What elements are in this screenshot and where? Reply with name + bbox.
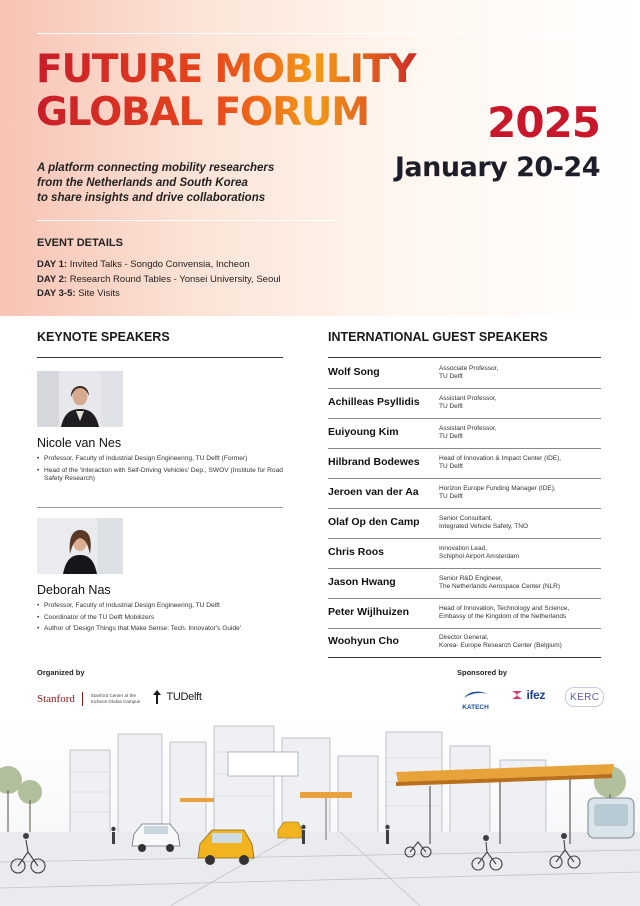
ifez-wordmark: ifez bbox=[526, 687, 546, 702]
guest-row bbox=[328, 568, 601, 599]
keynote-name: Nicole van Nes bbox=[37, 436, 122, 450]
guest-role: Associate Professor, TU Delft bbox=[439, 365, 499, 380]
guest-row bbox=[328, 478, 601, 509]
guest-role: Assistant Professor, TU Delft bbox=[439, 425, 497, 440]
guest-name: Hilbrand Bodewes bbox=[328, 456, 420, 468]
guest-name: Jeroen van der Aa bbox=[328, 486, 419, 498]
ifez-logo bbox=[512, 686, 545, 704]
guest-name: Euiyoung Kim bbox=[328, 426, 399, 438]
ifez-mark-icon bbox=[512, 689, 522, 701]
event-details-heading: EVENT DETAILS bbox=[37, 237, 123, 249]
forum-year: 2025 bbox=[487, 98, 600, 147]
katech-logo bbox=[457, 686, 494, 711]
keynote-divider bbox=[37, 507, 283, 508]
guest-role: Director General, Korea- Europe Research Center (Belgium) bbox=[439, 634, 562, 649]
tagline bbox=[37, 161, 337, 206]
bio-item: • Professor, Faculty of Industrial Design Engineering, TU Delft (Former) bbox=[37, 455, 297, 464]
katech-swoosh-icon bbox=[463, 690, 489, 699]
guest-row bbox=[328, 418, 601, 449]
bio-item: • Coordinator of the TU Delft Mobilizers bbox=[37, 614, 297, 623]
keynote-bio-list bbox=[37, 455, 297, 487]
city-mobility-illustration bbox=[0, 712, 640, 906]
forum-title bbox=[36, 48, 436, 134]
logo-divider bbox=[82, 692, 83, 706]
tagline-line-1: A platform connecting mobility researchers bbox=[37, 162, 275, 174]
guest-name: Achilleas Psyllidis bbox=[328, 396, 420, 408]
tagline-line-3: to share insights and drive collaborations bbox=[37, 192, 266, 204]
kerc-wordmark: KERC bbox=[570, 692, 600, 703]
guest-role: Innovation Lead, Schiphol Airport Amsterdam bbox=[439, 545, 520, 560]
guest-role: Head of Innovation & Impact Center (IDE), TU Delft bbox=[439, 455, 562, 470]
mid-rule bbox=[37, 220, 337, 221]
guest-name: Chris Roos bbox=[328, 546, 385, 558]
guest-role: Head of Innovation, Technology and Science, Embassy of the Kingdom of the Netherlands bbox=[439, 605, 570, 620]
guests-heading: INTERNATIONAL GUEST SPEAKERS bbox=[328, 330, 548, 344]
guest-name: Olaf Op den Camp bbox=[328, 516, 420, 528]
organized-label: Organized by bbox=[37, 668, 85, 677]
guest-name: Peter Wijlhuizen bbox=[328, 606, 410, 618]
guest-row bbox=[328, 448, 601, 479]
speaker-photo-nicole bbox=[37, 371, 123, 427]
guest-role: Horizon Europe Funding Manager (IDE), TU Delft bbox=[439, 485, 556, 500]
title-line-1: FUTURE MOBILITY bbox=[36, 47, 416, 92]
event-details-list bbox=[37, 258, 281, 302]
top-rule bbox=[37, 33, 603, 34]
guest-role: Assistant Professor, TU Delft bbox=[439, 395, 497, 410]
guest-role: Senior R&D Engineer, The Netherlands Aerospace Center (NLR) bbox=[439, 575, 561, 590]
guest-row bbox=[328, 627, 601, 658]
event-day-item: DAY 3-5: Site Visits bbox=[37, 288, 120, 299]
keynote-rule bbox=[37, 357, 283, 358]
stanford-wordmark: Stanford bbox=[37, 692, 75, 705]
tudelft-flame-icon bbox=[152, 690, 162, 704]
keynote-heading: KEYNOTE SPEAKERS bbox=[37, 330, 170, 344]
guest-role: Senior Consultant, Integrated Vehicle Safety, TNO bbox=[439, 515, 529, 530]
stanford-center-text: Stanford Center at the Incheon Global Campus bbox=[90, 693, 141, 704]
tudelft-logo bbox=[152, 688, 202, 706]
bio-item: • Author of 'Design Things that Make Sense: Tech. Innovator's Guide' bbox=[37, 625, 297, 634]
guest-name: Wolf Song bbox=[328, 366, 380, 378]
katech-wordmark: KATECH bbox=[462, 704, 489, 711]
guest-row bbox=[328, 388, 601, 419]
guest-name: Jason Hwang bbox=[328, 576, 396, 588]
guest-name: Woohyun Cho bbox=[328, 635, 399, 647]
kerc-logo bbox=[565, 687, 604, 707]
tagline-line-2: from the Netherlands and South Korea bbox=[37, 177, 248, 189]
event-day-item: DAY 1: Invited Talks - Songdo Convensia, Incheon bbox=[37, 259, 250, 270]
guest-row bbox=[328, 598, 601, 629]
speaker-photo-deborah bbox=[37, 518, 123, 574]
bio-item: • Head of the 'Interaction with Self-Driving Vehicles' Dep., SWOV (Institute for Road Safety Research) bbox=[37, 467, 297, 484]
keynote-bio-list bbox=[37, 602, 297, 637]
keynote-name: Deborah Nas bbox=[37, 583, 111, 597]
sponsored-label: Sponsored by bbox=[457, 668, 508, 677]
bio-item: • Professor, Faculty of Industrial Design Engineering, TU Delft bbox=[37, 602, 297, 611]
title-line-2: GLOBAL FORUM bbox=[36, 90, 369, 135]
guest-row bbox=[328, 508, 601, 539]
stanford-logo bbox=[37, 690, 140, 706]
event-day-item: DAY 2: Research Round Tables - Yonsei University, Seoul bbox=[37, 273, 281, 285]
guest-row bbox=[328, 358, 601, 389]
guest-row bbox=[328, 538, 601, 569]
forum-dates: January 20-24 bbox=[394, 152, 600, 183]
tudelft-wordmark: TUDelft bbox=[166, 690, 202, 703]
